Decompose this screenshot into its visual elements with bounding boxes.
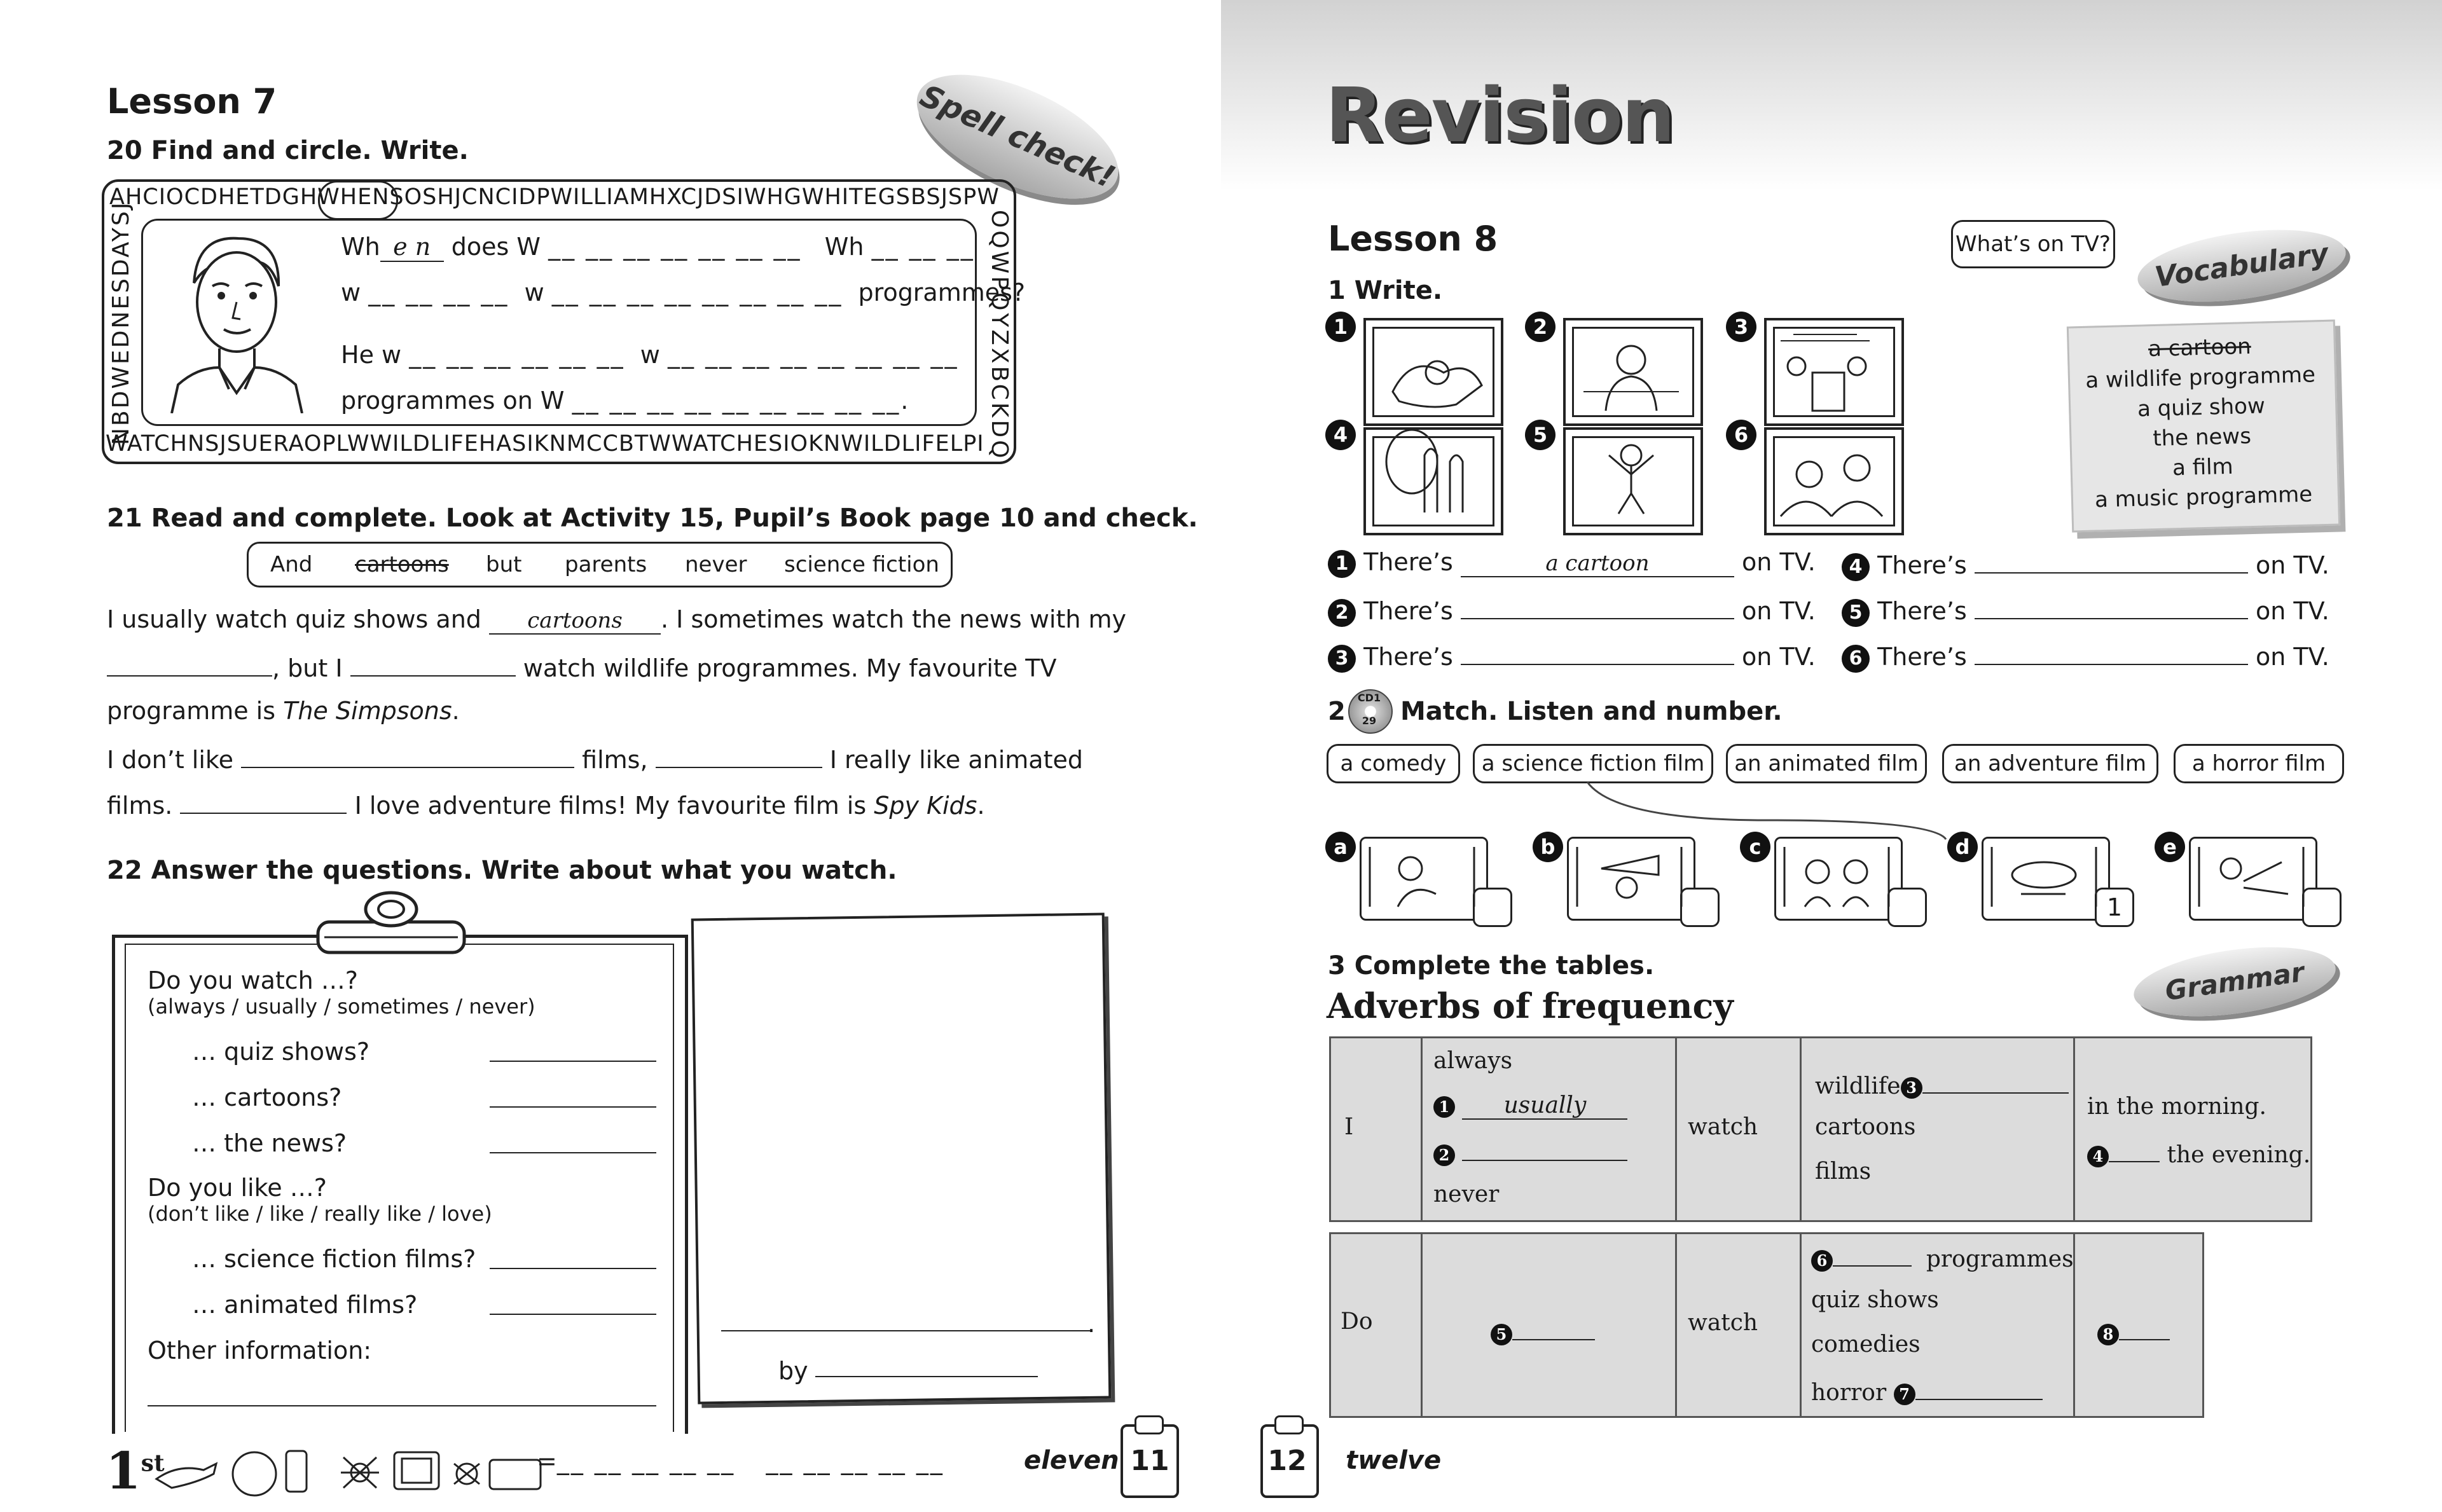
sentence-2-theres: There’s [1363,597,1453,625]
sentence-4-theres: There’s [1877,551,1967,579]
t1-evening-text: the evening. [2167,1142,2311,1168]
a21-text-1a: I usually watch quiz shows and [107,605,481,633]
vocab-word-quiz: a quiz show [2137,393,2266,422]
a21-text-2a: , but I [272,654,343,682]
adverbs-subtitle: Adverbs of frequency [1327,986,1734,1026]
a21-text-4a: I don’t like [107,746,233,774]
a21-blank-4[interactable] [656,743,822,768]
picture-sketches [1374,328,1901,519]
ws-answer-when[interactable]: e n [380,233,444,262]
t1-wildlife-word: wildlife [1815,1073,1901,1099]
activity-2-number: 2 [1328,697,1346,726]
film-letter-b: b [1533,832,1563,862]
q-like-options: (don’t like / like / really like / love) [148,1202,492,1226]
q-quiz-shows: … quiz shows? [192,1038,370,1066]
ws-blank-3[interactable]: __ __ __ __ [368,278,509,306]
sentence-num-1: 1 [1328,550,1356,578]
activity-22-title: 22 Answer the questions. Write about what you watch. [107,856,897,885]
t2-programmes [1811,1242,2074,1272]
ws-blank-7[interactable]: __ __ __ __ __ __ __ __ __ [572,387,901,415]
t1-blank-3-line[interactable] [1922,1069,2069,1094]
ws-line-2 [341,278,1025,306]
caption-dot: . [1087,1310,1096,1338]
t2-blank-5-line[interactable] [1512,1316,1595,1340]
t1-subject: I [1344,1114,1354,1140]
page-12 [1221,0,2442,1512]
t2-do: Do [1341,1309,1373,1335]
a21-blank-3[interactable] [241,743,574,768]
sentence-6 [1842,640,2329,673]
t2-blank-8-line[interactable] [2119,1316,2170,1340]
sentence-6-theres: There’s [1877,643,1967,671]
page-clip-top-11 [1135,1415,1164,1434]
footer-ordinal-sup: st [141,1450,165,1477]
t2-blank-7-line[interactable] [1915,1376,2043,1400]
wordsearch-right-column: OQWPQYZXBCKDQ [986,210,1012,461]
a21-text-5b: I love adventure films! My favourite film is [354,792,867,820]
word-but: but [486,552,522,577]
word-parents: parents [565,552,647,577]
sentence-6-on-tv: on TV. [2256,643,2329,671]
word-cartoons-crossed: cartoons [355,552,449,577]
pic-num-1: 1 [1325,312,1356,342]
film-strip-sketches [1360,837,2314,917]
t1-answer-usually[interactable]: usually [1462,1092,1627,1120]
ws-blank-5[interactable]: __ __ __ __ __ __ [409,341,625,369]
a21-line-5 [107,788,985,820]
lesson-7-title: Lesson 7 [107,81,277,121]
t2-blank-5 [1491,1316,1595,1346]
a21-title-simpsons: The Simpsons [283,697,452,725]
page-word-twelve: twelve [1346,1446,1442,1475]
speech-bubble: What’s on TV? [1951,220,2115,268]
vocab-word-news: the news [2152,423,2252,452]
t2-num-6: 6 [1811,1250,1833,1272]
t1-blank-4-line[interactable] [2109,1138,2160,1162]
t1-num-4: 4 [2087,1146,2109,1167]
activity-2-title: Match. Listen and number. [1400,697,1783,726]
answer-line-other[interactable] [148,1405,656,1406]
sentence-4 [1842,548,2329,581]
answer-line-cartoons[interactable] [490,1106,656,1108]
ws-blank-4[interactable]: __ __ __ __ __ __ __ __ [551,278,843,306]
answer-box-d[interactable]: 1 [2095,888,2134,927]
footer-picture-puzzle [153,1438,547,1499]
sentence-3-on-tv: on TV. [1742,643,1816,671]
t2-comedies: comedies [1811,1331,1921,1357]
t1-blank-1 [1433,1092,1627,1120]
ws-line-3 [341,341,959,369]
answer-line-news[interactable] [490,1152,656,1153]
vocab-word-wildlife: a wildlife programme [2085,362,2316,394]
film-letter-e: e [2155,832,2185,862]
sentence-3-theres: There’s [1363,643,1453,671]
caption-line[interactable] [721,1330,1090,1331]
t1-morning: in the morning. [2087,1094,2266,1120]
ws-line1-wh: Wh [341,233,380,261]
a21-text-3c: . [452,697,460,725]
t1-num-2: 2 [1433,1144,1455,1166]
q-animated: … animated films? [192,1291,418,1319]
footer-blank-1[interactable]: __ __ __ __ __ [556,1447,736,1475]
boy-portrait [159,223,312,413]
a21-answer-cartoons[interactable]: cartoons [489,608,661,635]
sentence-1-theres: There’s [1363,548,1453,576]
ws-blank-6[interactable]: __ __ __ __ __ __ __ __ [667,341,959,369]
q-science-fiction: … science fiction films? [192,1245,476,1273]
answer-line-quiz[interactable] [490,1061,656,1062]
sentence-6-blank[interactable] [1975,640,2248,665]
ws-line3-w: w [640,341,660,369]
sentence-3-blank[interactable] [1461,640,1734,665]
answer-line-animated[interactable] [490,1314,656,1315]
sentence-2-on-tv: on TV. [1742,597,1816,625]
wordsearch-left-column: NBDWEDNESDAYSJ [108,200,134,445]
a21-text-4c: I really like animated [829,746,1083,774]
by-line[interactable] [815,1376,1038,1377]
sentence-5 [1842,594,2329,627]
word-and: And [270,552,313,577]
a21-title-spy-kids: Spy Kids [874,792,977,820]
option-animated-film[interactable]: an animated film [1726,744,1927,783]
a21-text-5d: . [977,792,985,820]
pic-num-5: 5 [1525,420,1556,450]
a21-text-3a: programme is [107,697,276,725]
sentence-5-on-tv: on TV. [2256,597,2329,625]
film-letter-c: c [1740,832,1770,862]
footer-blank-2[interactable]: __ __ __ __ __ [766,1447,944,1475]
activity-1-title: 1 Write. [1328,276,1443,305]
sentence-5-blank[interactable] [1975,594,2248,619]
ws-blank-2[interactable]: __ __ __ [871,233,975,261]
t1-num-3: 3 [1901,1077,1922,1099]
t1-cartoons: cartoons [1815,1114,1916,1140]
pic-num-3: 3 [1726,312,1756,342]
a21-text-4b: films, [582,746,648,774]
sentence-5-theres: There’s [1877,597,1967,625]
sentence-num-6: 6 [1842,645,1870,673]
t1-watch: watch [1688,1114,1758,1140]
wordsearch-bottom-row: WATCHNSJSUERAOPLWWILDLIFEHASIKNMCCBTWWATCHESIOKNWILDLIFELPI [106,431,984,457]
ws-line2-w: w [341,278,361,306]
word-never: never [685,552,747,577]
circled-word-when[interactable] [318,181,398,220]
ws-line-4 [341,387,908,415]
revision-title: Revision [1325,71,1674,159]
pic-num-4: 4 [1325,420,1356,450]
sentence-1-on-tv: on TV. [1742,548,1816,576]
a21-blank-2[interactable] [350,651,516,677]
q-do-you-like: Do you like …? [148,1174,327,1202]
q-other-info: Other information: [148,1337,372,1364]
t2-quiz-shows: quiz shows [1811,1287,1939,1313]
option-comedy[interactable]: a comedy [1327,744,1460,783]
t2-num-8: 8 [2097,1324,2119,1345]
t1-blank-2 [1433,1137,1627,1167]
page-number-12: 12 [1267,1445,1307,1477]
activity-20-title: 20 Find and circle. Write. [107,136,469,165]
match-line [1577,776,1984,846]
option-adventure-film[interactable]: an adventure film [1942,744,2158,783]
t2-blank-6-line[interactable] [1833,1242,1912,1267]
lesson-8-title: Lesson 8 [1328,219,1498,259]
ws-line2-w2: w [524,278,544,306]
a21-line-1 [107,605,1126,635]
cd-track: 29 [1362,715,1377,727]
activity-21-title: 21 Read and complete. Look at Activity 15, Pupil’s Book page 10 and check. [107,504,1198,533]
page-word-eleven: eleven [1024,1446,1119,1475]
by-label: by [778,1357,808,1385]
sentence-num-2: 2 [1328,599,1356,627]
sentence-1-answer[interactable]: a cartoon [1461,551,1734,577]
activity-3-title: 3 Complete the tables. [1328,951,1655,980]
a21-text-2b: watch wildlife programmes. My favourite TV [523,654,1057,682]
sentence-num-5: 5 [1842,599,1870,627]
sentence-num-3: 3 [1328,645,1356,673]
sentence-1 [1328,548,1816,578]
q-news: … the news? [192,1129,347,1157]
sentence-4-blank[interactable] [1975,548,2248,574]
a21-line-2 [107,651,1056,682]
t2-horror [1811,1376,2043,1406]
q-watch-options: (always / usually / sometimes / never) [148,994,535,1019]
sentence-num-4: 4 [1842,553,1870,581]
t2-watch: watch [1688,1310,1758,1336]
t1-evening [2087,1138,2310,1168]
ws-line2-programmes: programmes? [858,278,1026,306]
grammar-tag: Grammar [2130,936,2340,1027]
sentence-4-on-tv: on TV. [2256,551,2329,579]
t2-programmes-word: programmes [1926,1246,2074,1272]
footer-puzzle-answer [537,1447,944,1475]
footer-ordinal-num: 1 [106,1441,141,1501]
ws-line3-he: He w [341,341,402,369]
q-cartoons: … cartoons? [192,1083,342,1111]
t1-subject-cell [1329,1036,1424,1222]
ws-line4-end: . [900,387,909,415]
option-science-fiction-film[interactable]: a science fiction film [1473,744,1713,783]
q-do-you-watch: Do you watch …? [148,966,358,994]
ws-line-1 [341,233,975,262]
pic-num-6: 6 [1726,420,1756,450]
t2-num-5: 5 [1491,1324,1512,1345]
a21-blank-1[interactable] [107,651,272,677]
a21-blank-5[interactable] [180,788,347,814]
ws-line1-wh2: Wh [824,233,864,261]
sentence-3 [1328,640,1816,673]
a21-line-3 [107,697,460,725]
pic-num-2: 2 [1525,312,1556,342]
footer-equals: = [537,1447,557,1475]
sentence-2-blank[interactable] [1461,594,1734,619]
t1-wildlife [1815,1069,2069,1099]
t1-blank-2-line[interactable] [1462,1137,1627,1161]
vocab-word-cartoon: a cartoon [2148,333,2252,362]
ws-line1-does: does W [451,233,541,261]
vocab-word-music: a music programme [2094,481,2313,513]
a21-text-1b: . I sometimes watch the news with my [661,605,1127,633]
ws-blank-1[interactable]: __ __ __ __ __ __ __ [548,233,802,261]
vocab-word-film: a film [2172,453,2234,481]
page-number-11: 11 [1130,1445,1169,1477]
answer-line-scifi[interactable] [490,1268,656,1269]
t1-always: always [1433,1048,1513,1074]
t2-num-7: 7 [1894,1384,1915,1405]
a21-line-4 [107,743,1083,774]
ws-line4-programmes: programmes on W [341,387,565,415]
option-horror-film[interactable]: a horror film [2174,744,2344,783]
t2-blank-8 [2097,1316,2170,1346]
t1-time-cell [2073,1036,2312,1222]
t1-films: films [1815,1158,1872,1185]
clipboard-clip [312,890,471,960]
page-clip-top-12 [1274,1415,1304,1434]
t2-horror-word: horror [1811,1380,1887,1406]
a21-text-5a: films. [107,792,173,820]
spell-check-tag: Spell check! [899,49,1136,224]
cd-label: CD1 [1357,692,1381,704]
t1-num-1: 1 [1433,1096,1455,1118]
vocab-words [2067,330,2336,516]
sentence-2 [1328,594,1816,627]
vocabulary-tag: Vocabulary [2133,219,2350,313]
film-letter-a: a [1325,832,1356,862]
wordsearch-top-row: AHCIOCDHETDGHWHENSOSHJCNCIDPWILLIAMHXCJDSIWHGWHITEGSBSJSPW [109,184,1000,210]
t1-never: never [1433,1181,1500,1207]
word-science-fiction: science fiction [784,552,939,577]
film-letter-d: d [1947,832,1978,862]
